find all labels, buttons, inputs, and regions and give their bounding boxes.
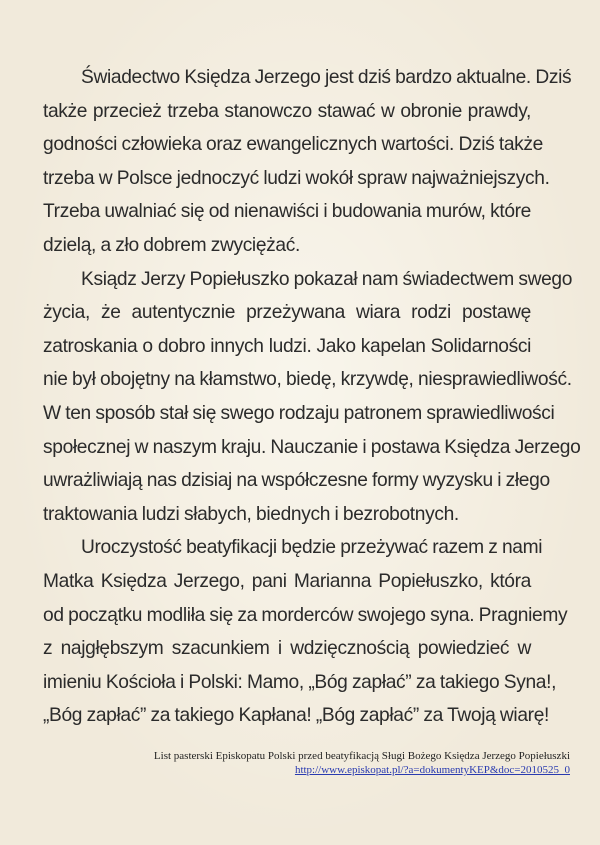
text-line: od początku modliła się za morderców swojego syna. Pragniemy [43, 604, 568, 626]
source-citation [154, 749, 570, 777]
text-line: uwrażliwiają nas dzisiaj na współczesne formy wyzysku i złego [43, 470, 550, 492]
source-title: List pasterski Episkopatu Polski przed beatyfikacją Sługi Bożego Księdza Jerzego Popiełuszki [153, 750, 570, 762]
paragraph-1 [43, 61, 572, 263]
text-line: Trzeba uwalniać się od nienawiści i budowania murów, które [43, 201, 531, 223]
text-line: Świadectwo Księdza Jerzego jest dziś bardzo aktualne. Dziś [81, 67, 572, 88]
text-line: nie był obojętny na kłamstwo, biedę, krzywdę, niesprawiedliwość. [43, 369, 572, 391]
text-line: Uroczystość beatyfikacji będzie przeżywać razem z nami [81, 537, 543, 559]
text-line: także przecież trzeba stanowczo stawać w obronie prawdy, [43, 100, 531, 122]
text-line: trzeba w Polsce jednoczyć ludzi wokół spraw najważniejszych. [43, 167, 550, 189]
source-link[interactable]: http://www.episkopat.pl/?a=dokumentyKEP&doc=2010525_0 [294, 764, 570, 776]
text-line: W ten sposób stał się swego rodzaju patronem sprawiedliwości [43, 402, 555, 424]
text-line: godności człowieka oraz ewangelicznych wartości. Dziś także [43, 134, 543, 156]
text-line: traktowania ludzi słabych, biednych i bezrobotnych. [43, 503, 459, 525]
text-line: „Bóg zapłać” za takiego Kapłana! „Bóg zapłać” za Twoją wiarę! [43, 705, 550, 727]
text-line: życia, że autentycznie przeżywana wiara rodzi postawę [43, 302, 531, 324]
text-line: zatroskania o dobro innych ludzi. Jako kapelan Solidarności [43, 335, 531, 357]
letter-body [43, 61, 581, 733]
text-line: Ksiądz Jerzy Popiełuszko pokazał nam świadectwem swego [81, 268, 573, 290]
paragraph-3 [43, 531, 568, 733]
text-line: społecznej w naszym kraju. Nauczanie i postawa Księdza Jerzego [43, 436, 581, 458]
text-line: dzielą, a zło dobrem zwyciężać. [43, 234, 300, 256]
paragraph-2 [43, 263, 581, 532]
text-line: imieniu Kościoła i Polski: Mamo, „Bóg zapłać” za takiego Syna!, [43, 671, 557, 693]
text-line: Matka Księdza Jerzego, pani Marianna Popiełuszko, która [43, 570, 531, 592]
text-line: z najgłębszym szacunkiem i wdzięcznością powiedzieć w [43, 638, 531, 660]
